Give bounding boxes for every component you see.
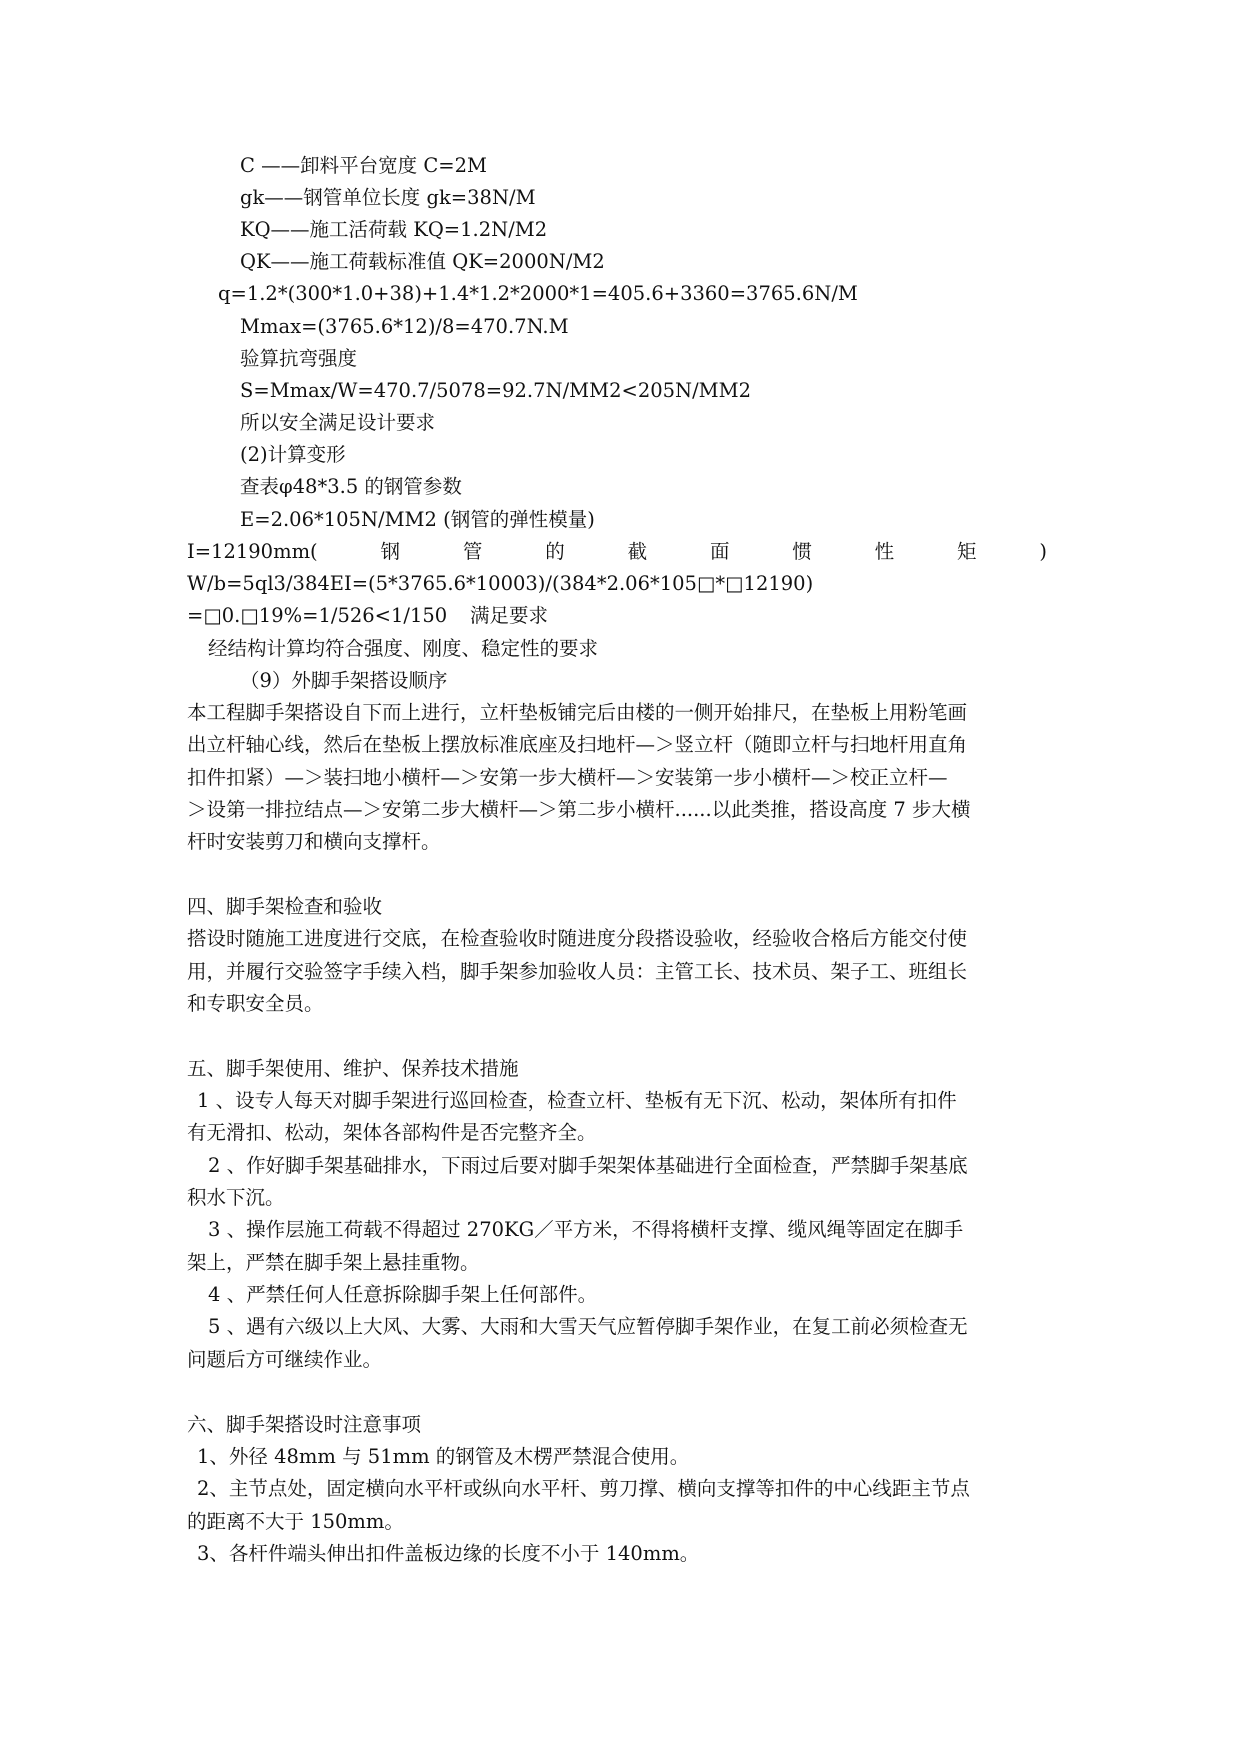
- calc-line-mmax: Mmax=(3765.6*12)/8=470.7N.M: [240, 315, 569, 338]
- calc-line-deflection-result: =□0.□19%=1/526<1/150: [187, 604, 448, 627]
- inertia-part: I=12190mm(: [187, 540, 318, 563]
- calc-line-standard-load: QK——施工荷载标准值 QK=2000N/M2: [240, 250, 605, 273]
- calc-line-elastic-modulus: E=2.06*105N/MM2 (钢管的弹性模量): [240, 508, 595, 531]
- section5-line: 有无滑扣、松动，架体各部构件是否完整齐全。: [187, 1121, 597, 1144]
- inertia-part: 惯: [792, 540, 812, 563]
- section9-line: ＞设第一排拉结点—＞安第二步大横杆—＞第二步小横杆......以此类推，搭设高度 7 步大横: [187, 798, 971, 821]
- calc-line-safe: 所以安全满足设计要求: [240, 411, 436, 434]
- calc-line-inertia: [187, 536, 1047, 568]
- section5-line: 3 、操作层施工荷载不得超过 270KG／平方米，不得将横杆支撑、缆风绳等固定在脚手: [208, 1218, 964, 1241]
- inertia-part: 面: [709, 540, 730, 563]
- calc-line-deflection-formula: W/b=5ql3/384EI=(5*3765.6*10003)/(384*2.06*105□*□12190): [187, 572, 814, 595]
- section9-line: 扣件扣紧）—＞装扫地小横杆—＞安第一步大横杆—＞安装第一步小横杆—＞校正立杆—: [187, 766, 948, 789]
- calc-line-conclusion: 经结构计算均符合强度、刚度、稳定性的要求: [208, 637, 599, 660]
- section5-line: 5 、遇有六级以上大风、大雾、大雨和大雪天气应暂停脚手架作业，在复工前必须检查无: [208, 1315, 968, 1338]
- calc-line-deformation: (2)计算变形: [240, 443, 346, 466]
- section5-line: 积水下沉。: [187, 1186, 285, 1209]
- section5-line: 4 、严禁任何人任意拆除脚手架上任何部件。: [208, 1283, 598, 1306]
- section9-line: 杆时安装剪刀和横向支撑杆。: [187, 830, 441, 853]
- section4-line: 搭设时随施工进度进行交底，在检查验收时随进度分段搭设验收，经验收合格后方能交付使: [187, 927, 968, 950]
- calc-line-table-lookup: 查表φ48*3.5 的钢管参数: [240, 475, 462, 498]
- section6-line: 2、主节点处，固定横向水平杆或纵向水平杆、剪刀撑、横向支撑等扣件的中心线距主节点: [197, 1477, 970, 1500]
- section6-line: 3、各杆件端头伸出扣件盖板边缘的长度不小于 140mm。: [197, 1542, 700, 1565]
- calc-line-q-formula: q=1.2*(300*1.0+38)+1.4*1.2*2000*1=405.6+3360=3765.6N/M: [218, 282, 858, 305]
- section9-heading: （9）外脚手架搭设顺序: [240, 669, 448, 692]
- inertia-part: 钢: [380, 540, 401, 563]
- section6-line: 1、外径 48mm 与 51mm 的钢管及木楞严禁混合使用。: [197, 1445, 690, 1468]
- section6-line: 的距离不大于 150mm。: [187, 1510, 404, 1533]
- section6-heading: 六、脚手架搭设时注意事项: [187, 1413, 422, 1436]
- inertia-part: ): [1039, 540, 1047, 563]
- section5-line: 1 、设专人每天对脚手架进行巡回检查，检查立杆、垫板有无下沉、松动，架体所有扣件: [197, 1089, 957, 1112]
- section5-line: 2 、作好脚手架基础排水，下雨过后要对脚手架架体基础进行全面检查，严禁脚手架基底: [208, 1154, 968, 1177]
- section5-heading: 五、脚手架使用、维护、保养技术措施: [187, 1057, 519, 1080]
- inertia-part: 性: [874, 540, 895, 563]
- inertia-part: 截: [627, 540, 648, 563]
- calc-line-live-load: KQ——施工活荷载 KQ=1.2N/M2: [240, 218, 548, 241]
- section5-line: 问题后方可继续作业。: [187, 1348, 383, 1371]
- inertia-part: 管: [462, 540, 483, 563]
- calc-line-stress: S=Mmax/W=470.7/5078=92.7N/MM2<205N/MM2: [240, 379, 752, 402]
- calc-line-platform-width: C ——卸料平台宽度 C=2M: [240, 154, 487, 177]
- inertia-part: 的: [545, 540, 565, 563]
- section9-line: 出立杆轴心线，然后在垫板上摆放标准底座及扫地杆—＞竖立杆（随即立杆与扫地杆用直角: [187, 733, 968, 756]
- section4-line: 和专职安全员。: [187, 992, 324, 1015]
- calc-line-bending-check: 验算抗弯强度: [240, 347, 358, 370]
- section4-line: 用，并履行交验签字手续入档，脚手架参加验收人员：主管工长、技术员、架子工、班组长: [187, 960, 968, 983]
- calc-line-pipe-weight: gk——钢管单位长度 gk=38N/M: [240, 186, 536, 209]
- calc-line-satisfied: 满足要求: [470, 604, 549, 627]
- section4-heading: 四、脚手架检查和验收: [187, 895, 383, 918]
- inertia-part: 矩: [957, 540, 977, 563]
- section5-line: 架上，严禁在脚手架上悬挂重物。: [187, 1251, 480, 1274]
- section9-line: 本工程脚手架搭设自下而上进行，立杆垫板铺完后由楼的一侧开始排尺，在垫板上用粉笔画: [187, 701, 968, 724]
